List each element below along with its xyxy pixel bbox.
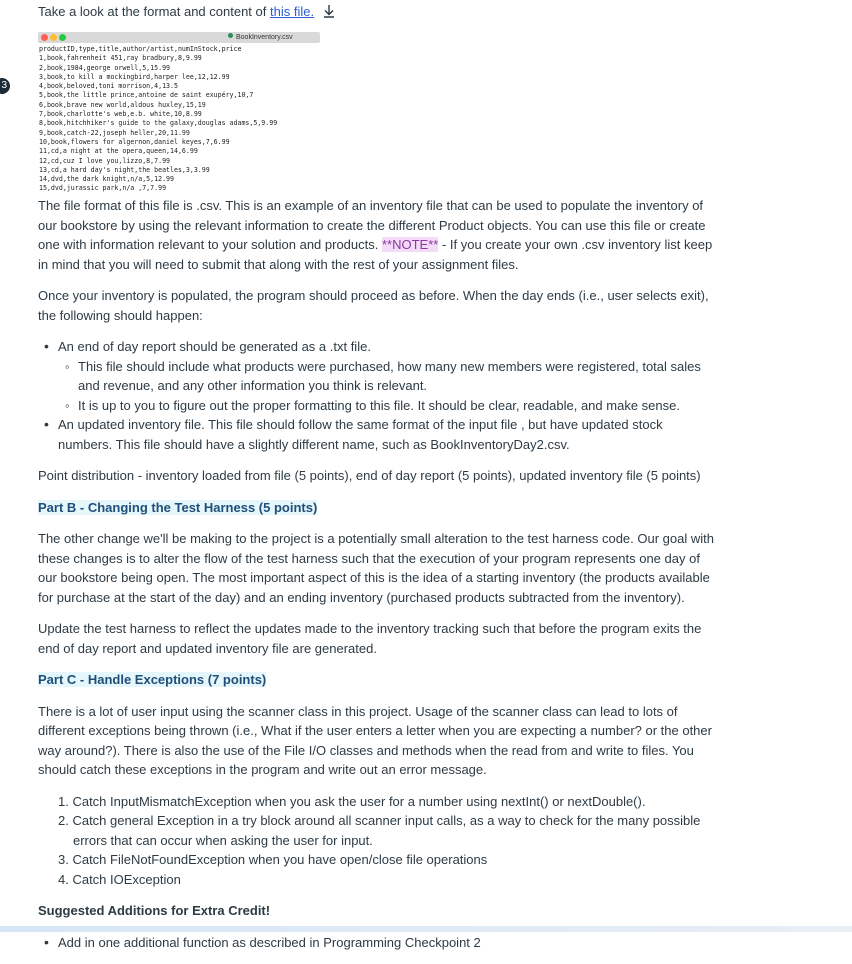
exceptions-list	[38, 792, 718, 890]
csv-filename: BookInventory.csv	[228, 32, 293, 43]
paragraph-point-distribution: Point distribution - inventory loaded from file (5 points), end of day report (5 points), updated inventory file (5 points)	[38, 468, 701, 483]
list-item: ◦ It is up to you to figure out the proper formatting to this file. It should be clear, readable, and make sense.	[78, 396, 718, 416]
csv-line: 6,book,brave new world,aldous huxley,15,19	[39, 100, 206, 109]
extra-credit-list	[38, 933, 718, 953]
assignment-body	[38, 196, 718, 964]
csv-line: 4,book,beloved,toni morrison,4,13.5	[39, 82, 178, 91]
paragraph-part-b-2: Update the test harness to reflect the updates made to the inventory tracking such that before the program exits the end of day report and updated inventory file are generated.	[38, 621, 702, 656]
requirements-list	[38, 337, 718, 454]
file-link[interactable]: this file.	[269, 4, 315, 19]
list-item: • An updated inventory file. This file should follow the same format of the input file , but have updated stock numbers. This file should have a slightly different name, such as BookInventoryDay2.csv.	[58, 415, 718, 454]
bottom-scrollbar[interactable]	[0, 926, 852, 932]
close-dot-icon	[41, 34, 48, 41]
csv-line: 1,book,fahrenheit 451,ray bradbury,8,9.99	[39, 54, 202, 63]
side-badge: 3	[0, 78, 10, 94]
paragraph-part-b-1: The other change we'll be making to the project is a potentially small alteration to the test harness code. Our goal with these changes is to alter the flow of the test harness such that the execution of your program represents one day of our bookstore being open. The most important aspect of this is the idea of a starting inventory (the products available for purchase at the start of the day) and an ending inventory (purchased products subtracted from the inventory).	[38, 531, 714, 605]
csv-line: 9,book,catch-22,joseph heller,20,11.99	[39, 128, 190, 137]
csv-line: 13,cd,a hard day's night,the beatles,3,3.99	[39, 165, 210, 174]
csv-line: 12,cd,cuz I love you,lizzo,8,7.99	[39, 156, 171, 165]
heading-extra-credit: Suggested Additions for Extra Credit!	[38, 903, 271, 918]
csv-line: productID,type,title,author/artist,numInStock,price	[39, 45, 242, 53]
csv-content	[38, 43, 320, 196]
list-item: 1. Catch InputMismatchException when you ask the user for a number using nextInt() or nextDouble().	[58, 793, 646, 809]
list-item: 4. Catch IOException	[58, 871, 181, 887]
intro-text: Take a look at the format and content of	[38, 4, 270, 19]
csv-line: 7,book,charlotte's web,e.b. white,10,8.99	[39, 110, 202, 119]
list-item: • An end of day report should be generated as a .txt file. ◦ This file should include what products were purchased, how many new members were registered, total sales and revenue, and any other information you think is relevant. ◦ It is up to you to figure out the proper formatting to this file. It should be clear, readable, and make sense.	[58, 337, 718, 415]
csv-line: 11,cd,a night at the opera,queen,14,6.99	[39, 147, 198, 156]
list-item: ◦ This file should include what products were purchased, how many new members were registered, total sales and revenue, and any other information you think is relevant.	[78, 357, 718, 396]
download-icon[interactable]	[322, 4, 336, 18]
csv-line: 2,book,1984,george orwell,5,15.99	[39, 63, 171, 72]
list-item: 2. Catch general Exception in a try block around all scanner input calls, as a way to check for the many possible errors that can occur when asking the user for input.	[58, 813, 701, 848]
list-item: 3. Catch FileNotFoundException when you have open/close file operations	[58, 852, 488, 867]
csv-line: 3,book,to kill a mockingbird,harper lee,12,12.99	[39, 72, 230, 81]
csv-preview-window	[38, 32, 320, 193]
intro-line	[38, 3, 336, 21]
csv-line: 14,dvd,the dark knight,n/a,5,12.99	[39, 175, 174, 184]
csv-line: 5,book,the little prince,antoine de saint exupéry,10,7	[39, 91, 254, 100]
heading-part-c: Part C - Handle Exceptions (7 points)	[38, 672, 267, 687]
maximize-dot-icon	[59, 34, 66, 41]
sub-list	[58, 357, 718, 416]
note-highlight: **NOTE**	[381, 237, 439, 252]
csv-line: 8,book,hitchhiker's guide to the galaxy,douglas adams,5,9.99	[39, 119, 278, 128]
minimize-dot-icon	[50, 34, 57, 41]
heading-part-b: Part B - Changing the Test Harness (5 points)	[38, 499, 318, 515]
paragraph-file-format: The file format of this file is .csv. This is an example of an inventory file that can be used to populate the inventory of our bookstore by using the relevant information to create the different Product objects. You can use this file or create one with information relevant to your solution and products. **NOTE** - If you create your own .csv inventory list keep in mind that you will need to submit that along with the rest of your assignment files.	[38, 198, 713, 272]
csv-line: 10,book,flowers for algernon,daniel keyes,7,6.99	[39, 137, 230, 146]
paragraph-day-end: Once your inventory is populated, the program should proceed as before. When the day ends (i.e., user selects exit), the following should happen:	[38, 288, 709, 323]
csv-line: 15,dvd,jurassic park,n/a ,7,7.99	[39, 184, 167, 193]
csv-titlebar	[38, 32, 320, 43]
paragraph-part-c: There is a lot of user input using the scanner class in this project. Usage of the scanner class can lead to lots of different exceptions being thrown (i.e., What if the user enters a letter when you are expecting a number? or the other way around?). There is also the use of the File I/O classes and methods when the read from and write to files. You should catch these exceptions in the program and write out an error message.	[38, 703, 712, 777]
list-item: • Add in one additional function as described in Programming Checkpoint 2	[58, 933, 718, 953]
